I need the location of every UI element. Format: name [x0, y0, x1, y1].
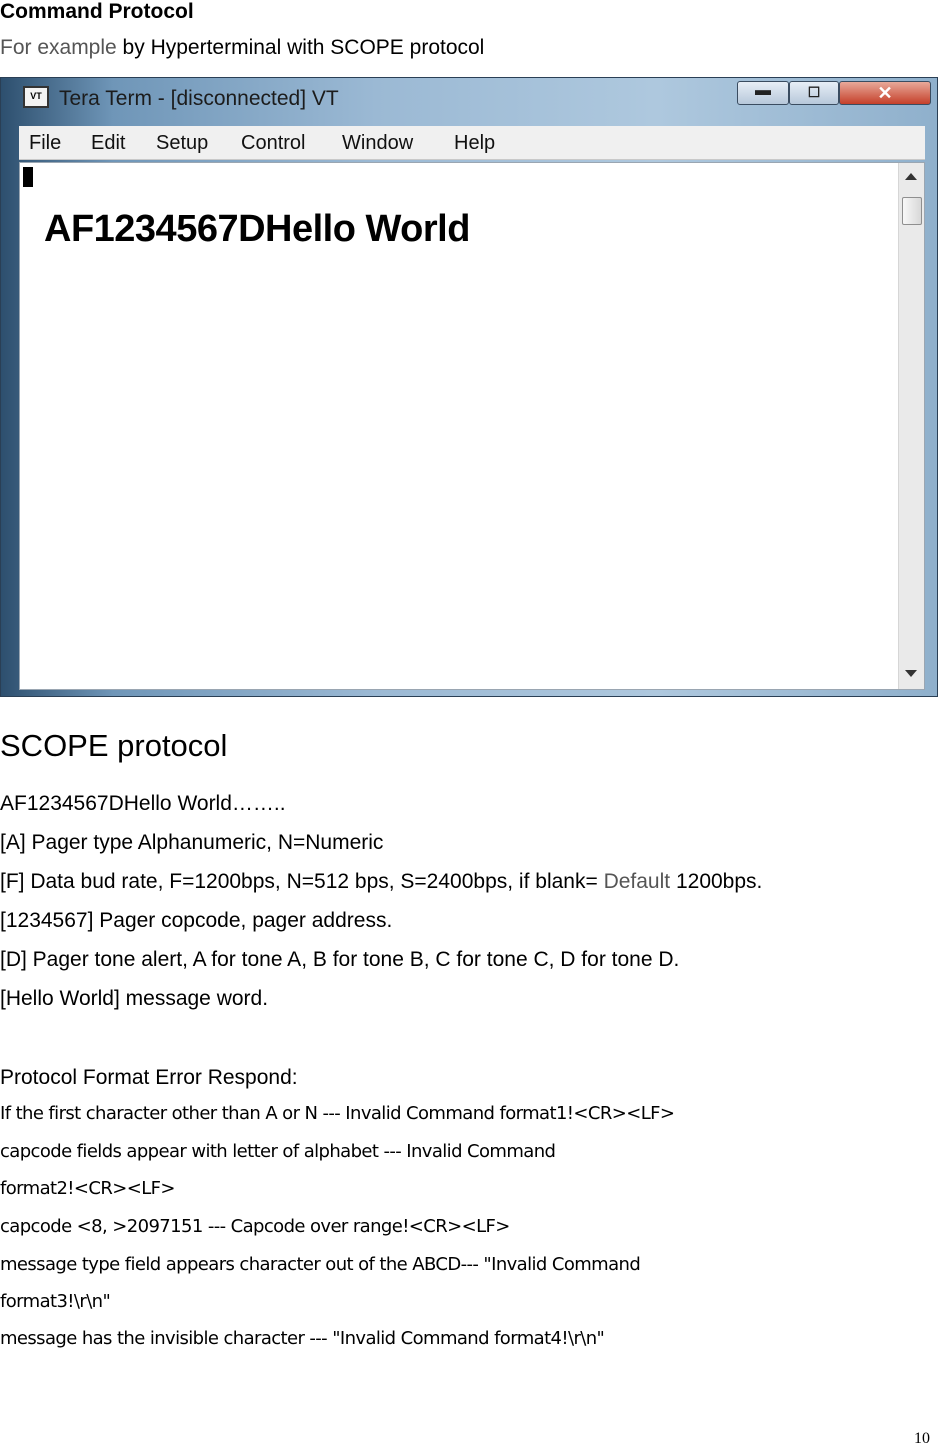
field-capcode: [1234567] Pager copcode, pager address. — [0, 909, 393, 932]
error-line: format2!<CR><LF> — [0, 1178, 175, 1199]
scroll-down-icon[interactable] — [905, 670, 917, 677]
menu-file[interactable]: File — [29, 132, 62, 154]
error-line: capcode fields appear with letter of alphabet --- Invalid Command — [0, 1141, 556, 1162]
close-button[interactable]: ✕ — [839, 81, 931, 105]
protocol-example: AF1234567DHello World…….. — [0, 792, 286, 815]
menu-bar — [19, 126, 925, 160]
page-subtitle — [0, 36, 484, 60]
error-line: format3!\r\n" — [0, 1291, 111, 1312]
window-controls — [737, 81, 931, 107]
scrollbar-thumb[interactable] — [902, 197, 922, 225]
window-titlebar[interactable] — [1, 78, 937, 124]
minimize-button[interactable]: ▬ — [737, 81, 789, 105]
field-tone-alert: [D] Pager tone alert, A for tone A, B for tone B, C for tone C, D for tone D. — [0, 948, 680, 971]
error-line: capcode <8, >2097151 --- Capcode over range!<CR><LF> — [0, 1216, 510, 1237]
tera-term-app-icon[interactable]: VT — [23, 86, 49, 108]
menu-setup[interactable]: Setup — [156, 132, 209, 154]
text-cursor — [23, 167, 33, 187]
vertical-scrollbar[interactable] — [898, 163, 924, 689]
terminal-output: AF1234567DHello World — [44, 208, 470, 250]
error-line: message has the invisible character --- "Invalid Command format4!\r\n" — [0, 1328, 605, 1349]
menu-control[interactable]: Control — [241, 132, 306, 154]
page-number: 10 — [914, 1430, 930, 1447]
data-rate-value: 1200bps. — [670, 870, 763, 893]
field-message: [Hello World] message word. — [0, 987, 269, 1010]
window-title: Tera Term - [disconnected] VT — [59, 87, 339, 110]
error-line: message type field appears character out of the ABCD--- "Invalid Command — [0, 1254, 641, 1275]
subtitle-rest: by Hyperterminal with SCOPE protocol — [116, 36, 485, 59]
error-section-title: Protocol Format Error Respond: — [0, 1066, 298, 1089]
data-rate-default: Default — [603, 870, 671, 893]
error-line: If the first character other than A or N --- Invalid Command format1!<CR><LF> — [0, 1103, 675, 1124]
tera-term-window — [0, 77, 938, 697]
terminal-area[interactable] — [19, 162, 925, 690]
menu-edit[interactable]: Edit — [91, 132, 126, 154]
section-title: SCOPE protocol — [0, 728, 228, 763]
field-pager-type: [A] Pager type Alphanumeric, N=Numeric — [0, 831, 384, 854]
page-title: Command Protocol — [0, 0, 194, 23]
scroll-up-icon[interactable] — [905, 173, 917, 180]
field-data-rate — [0, 870, 762, 894]
menu-window[interactable]: Window — [342, 132, 414, 154]
menu-help[interactable]: Help — [454, 132, 496, 154]
data-rate-text: [F] Data bud rate, F=1200bps, N=512 bps, S=2400bps, if blank= — [0, 870, 604, 893]
maximize-button[interactable]: ☐ — [789, 81, 839, 105]
subtitle-prefix: For example — [0, 36, 117, 59]
